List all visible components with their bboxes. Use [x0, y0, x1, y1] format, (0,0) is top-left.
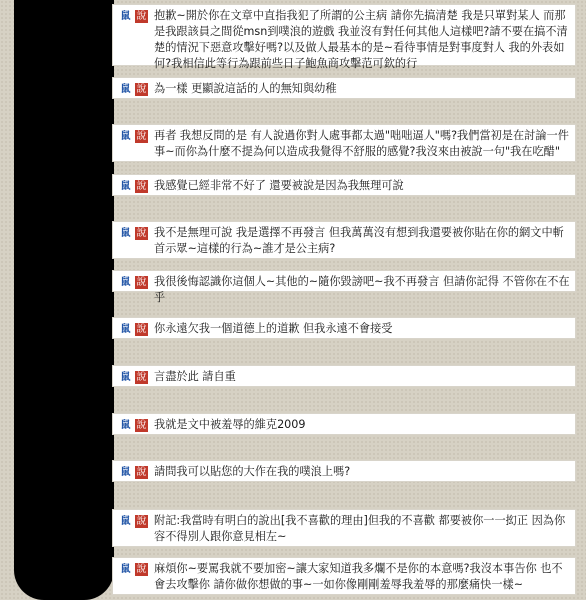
comment-item [112, 4, 576, 70]
comment-text: 麻煩你~要罵我就不要加密~讓大家知道我多爛不是你的本意嗎?我沒本事告你 也不會去攻擊你 請你做你想做的事~一如你像剛剛羞辱我羞辱的那麼痛快一樣~ [154, 562, 563, 591]
comment-item [112, 77, 576, 99]
comment-text: 言盡於此 請自重 [154, 370, 236, 383]
say-icon: 說 [136, 11, 147, 22]
rat-icon: 鼠 [120, 84, 131, 95]
comment-text: 我就是文中被羞辱的維克2009 [154, 418, 306, 431]
comment-item [112, 270, 576, 304]
rat-icon: 鼠 [120, 467, 131, 478]
comment-text: 為一樣 更顯說這話的人的無知與幼稚 [154, 82, 337, 95]
avatar-redaction [14, 0, 114, 600]
say-icon: 說 [136, 277, 147, 288]
say-icon: 說 [136, 181, 147, 192]
say-icon: 說 [136, 372, 147, 383]
say-icon: 說 [136, 324, 147, 335]
rat-icon: 鼠 [120, 181, 131, 192]
rat-icon: 鼠 [120, 420, 131, 431]
comment-text: 我感覺已經非常不好了 還要被說是因為我無理可說 [154, 179, 404, 192]
comment-item [112, 124, 576, 162]
say-icon: 說 [136, 228, 147, 239]
rat-icon: 鼠 [120, 11, 131, 22]
comment-item [112, 460, 576, 482]
comment-text: 抱歉~開於你在文章中直指我犯了所謂的公主病 請你先搞清楚 我是只單對某人 而那是我跟該員之間從msn到噗浪的遊戲 我並沒有對任何其他人這樣吧?請不要在搞不清楚的情況下惡意攻擊好嗎?以及做人最基本的是~看待事情是對事度對人 我的外表如何?我相信此等行為跟前些日子鮑魚商攻擊范可欽的行 [154, 9, 568, 70]
say-icon: 說 [136, 84, 147, 95]
rat-icon: 鼠 [120, 277, 131, 288]
comment-item [112, 317, 576, 339]
comment-item [112, 174, 576, 196]
comment-item [112, 221, 576, 259]
comment-text: 我很後悔認識你這個人~其他的~隨你毀謗吧~我不再發言 但請你記得 不管你在不在乎 [154, 275, 570, 304]
comment-item [112, 365, 576, 387]
comment-text: 你永遠欠我一個道德上的道歉 但我永遠不會接受 [154, 322, 393, 335]
comment-item [112, 509, 576, 547]
rat-icon: 鼠 [120, 564, 131, 575]
say-icon: 說 [136, 131, 147, 142]
comment-item [112, 413, 576, 435]
comment-text: 附記:我當時有明白的說出[我不喜歡的理由]但我的不喜歡 都要被你一一抝正 因為你容不得別人跟你意見相左~ [154, 514, 566, 543]
rat-icon: 鼠 [120, 516, 131, 527]
comment-text: 再者 我想反問的是 有人說過你對人處事都太過"咄咄逼人"嗎?我們當初是在討論一件事~而你為什麼不提為何以造成我覺得不舒服的感覺?我沒來由被說一句"我在吃醋" [154, 129, 569, 158]
rat-icon: 鼠 [120, 372, 131, 383]
say-icon: 說 [136, 467, 147, 478]
say-icon: 說 [136, 420, 147, 431]
say-icon: 說 [136, 564, 147, 575]
comment-item [112, 557, 576, 595]
comment-text: 我不是無理可說 我是選擇不再發言 但我萬萬沒有想到我還要被你貼在你的網文中斬首示眾~這樣的行為~誰才是公主病? [154, 226, 564, 255]
rat-icon: 鼠 [120, 228, 131, 239]
rat-icon: 鼠 [120, 324, 131, 335]
rat-icon: 鼠 [120, 131, 131, 142]
say-icon: 說 [136, 516, 147, 527]
comment-text: 請問我可以貼您的大作在我的噗浪上嗎? [154, 465, 351, 478]
